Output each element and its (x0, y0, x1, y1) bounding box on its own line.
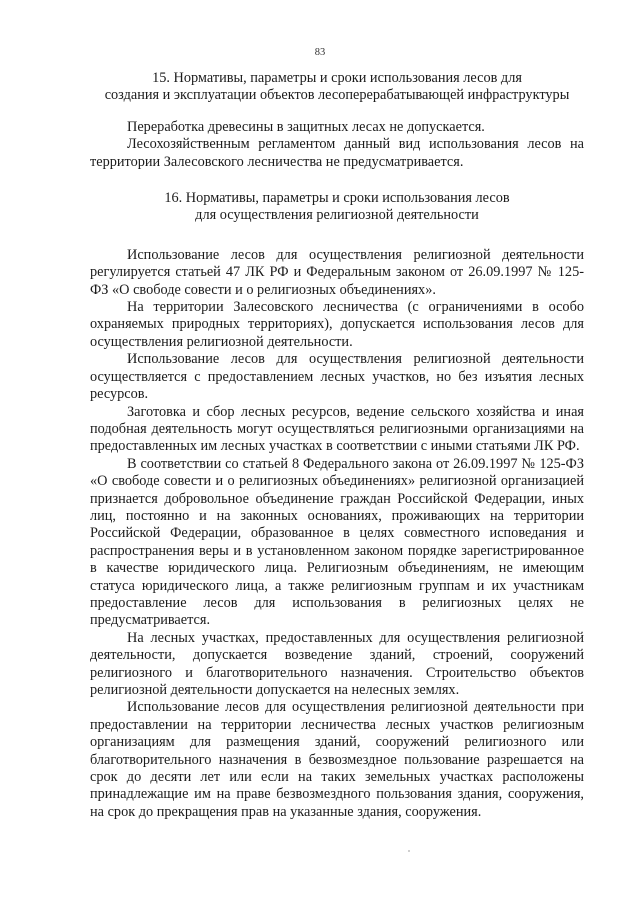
heading-line: 15. Нормативы, параметры и сроки использования лесов для (152, 70, 522, 86)
paragraph: Лесохозяйственным регламентом данный вид использования лесов на территории Залесовского лесничества не предусматривается. (90, 136, 584, 170)
paragraph: Использование лесов для осуществления религиозной деятельности осуществляется с предоставлением лесных участков, но без изъятия лесных ресурсов. (90, 351, 584, 403)
paragraph: Использование лесов для осуществления религиозной деятельности регулируется статьей 47 ЛК РФ и Федеральным законом от 26.09.1997 № 125-ФЗ «О свободе совести и о религиозных объединениях». (90, 246, 584, 298)
heading-line: 16. Нормативы, параметры и сроки использования лесов (164, 190, 510, 207)
document-body (90, 70, 584, 821)
page-number: 83 (314, 47, 326, 58)
heading-line: для осуществления религиозной деятельности (195, 207, 479, 224)
paragraph: На лесных участках, предоставленных для осуществления религиозной деятельности, допускается возведение зданий, строений, сооружений религиозного и благотворительного назначения. Строительство объектов религиозной деятельности допускается на нелесных землях. (90, 629, 584, 698)
paragraph: В соответствии со статьей 8 Федерального закона от 26.09.1997 № 125-ФЗ «О свободе совести и о религиозных объединениях» религиозной организацией признается добровольное объединение граждан Российской Федерации, иных лиц, постоянно и на законных основаниях, проживающих на территории Российской Федерации, образованное в целях совместного исповедания и распространения веры и в установленном законом порядке зарегистрированное в качестве юридического лица. Религиозным объединениям, не имеющим статуса юридического лица, а также религиозным группам и их участникам предоставление лесов для использования в религиозных целях не предусматривается. (90, 455, 584, 629)
section-16-heading (90, 190, 584, 225)
paragraph: Переработка древесины в защитных лесах не допускается. (127, 118, 485, 135)
paragraph: На территории Залесовского лесничества (с ограничениями в особо охраняемых природных территориях), допускается использования лесов для осуществления религиозной деятельности. (90, 299, 584, 350)
scan-speck (408, 850, 410, 852)
heading-line: создания и эксплуатации объектов лесоперерабатывающей инфраструктуры (104, 87, 570, 104)
section-15-heading (90, 70, 584, 105)
paragraph: Заготовка и сбор лесных ресурсов, ведение сельского хозяйства и иная подобная деятельность могут осуществляться религиозными организациями на предоставленных им лесных участках в соответствии с иными статьями ЛК РФ. (90, 403, 584, 455)
paragraph: Использование лесов для осуществления религиозной деятельности при предоставлении на территории лесничества лесных участков религиозным организациям для размещения зданий, сооружений религиозного или благотворительного назначения в безвозмездное пользование разрешается на срок до десяти лет или если на таких земельных участках расположены принадлежащие им на праве безвозмездного пользования здания, сооружения, на срок до прекращения прав на указанные здания, сооружения. (90, 699, 584, 820)
